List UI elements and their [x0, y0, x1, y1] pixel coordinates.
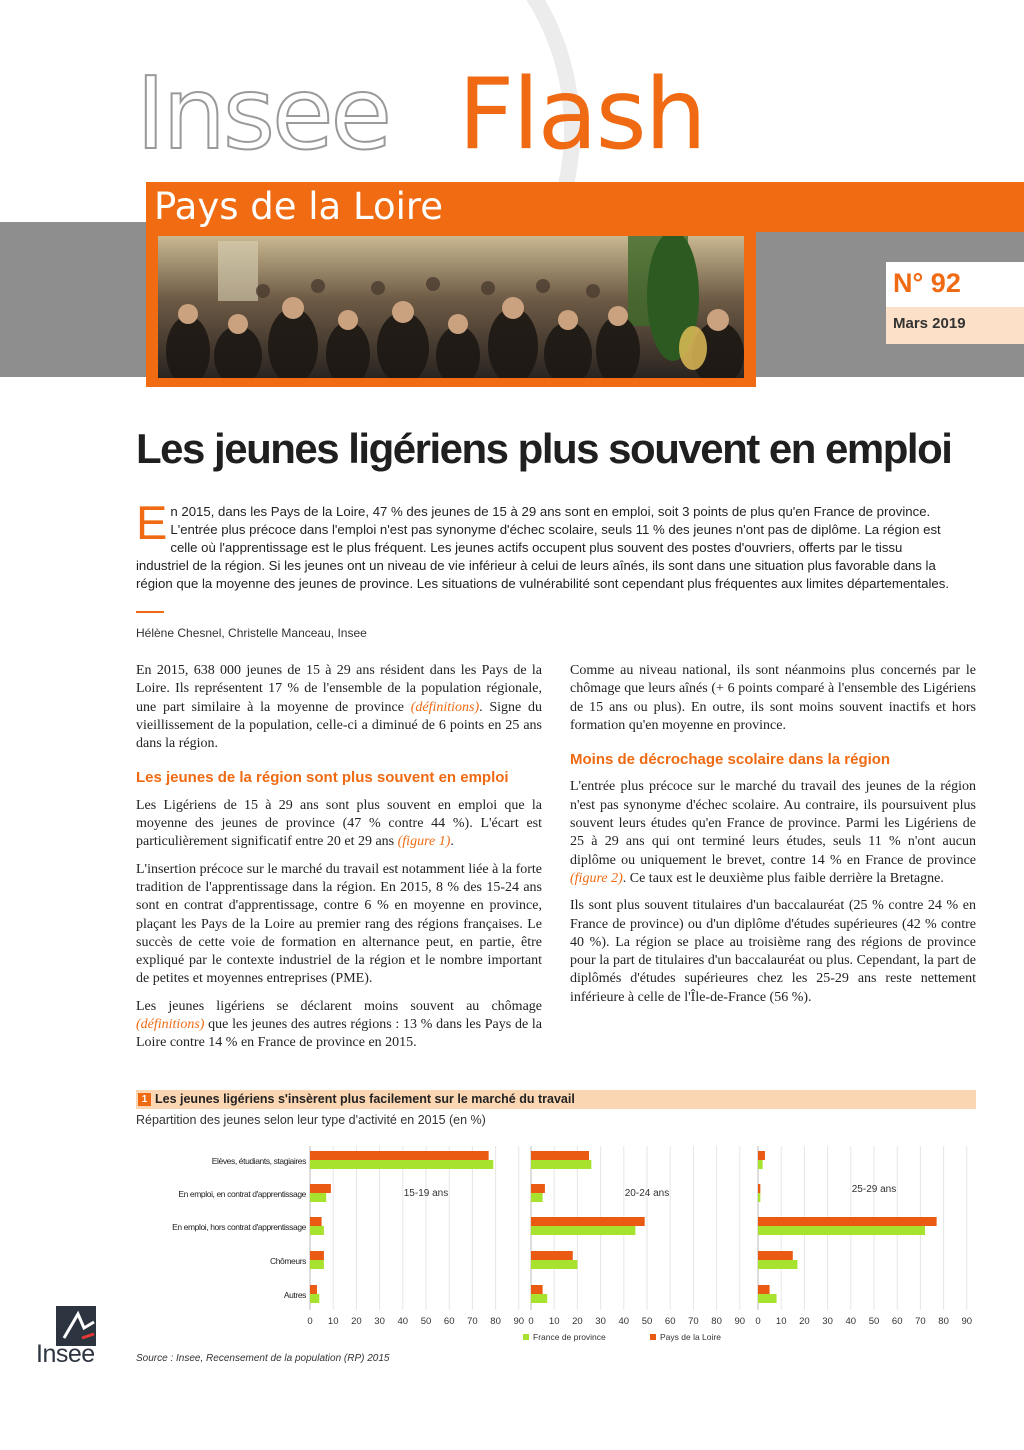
paragraph [136, 797, 542, 852]
right-column [570, 662, 976, 1016]
bar-france-province [310, 1260, 324, 1269]
category-label: En emploi, en contrat d'apprentissage [178, 1189, 306, 1199]
bar-france-province [310, 1193, 326, 1202]
bar-france-province [531, 1160, 591, 1169]
bar-france-province [758, 1260, 797, 1269]
bar-pays-de-la-loire [758, 1184, 760, 1193]
tick-label: 50 [641, 1316, 653, 1327]
bar-pays-de-la-loire [310, 1184, 331, 1193]
definitions-link[interactable]: (définitions) [410, 699, 480, 715]
tick-label: 80 [711, 1316, 722, 1327]
bar-pays-de-la-loire [531, 1251, 573, 1260]
left-column [136, 662, 542, 1062]
tick-label: 0 [755, 1316, 761, 1327]
legend-label: Pays de la Loire [660, 1332, 721, 1342]
panel-label: 25-29 ans [851, 1184, 897, 1195]
category-label: Chômeurs [269, 1256, 306, 1266]
figure-title: Les jeunes ligériens s'insèrent plus facilement sur le marché du travail [155, 1092, 575, 1106]
tick-label: 50 [868, 1316, 880, 1327]
category-label: En emploi, hors contrat d'apprentissage [172, 1222, 306, 1232]
insee-logo-text: Insee [36, 1340, 95, 1368]
article-title: Les jeunes ligériens plus souvent en emploi [136, 425, 952, 472]
lead-underline [136, 611, 164, 613]
panel-label: 15-19 ans [403, 1188, 449, 1199]
activity-bar-chart [0, 1140, 1024, 1350]
tick-label: 60 [664, 1316, 676, 1327]
tick-label: 0 [307, 1316, 313, 1327]
paragraph-text: que les jeunes des autres régions : 13 % dans les Pays de la Loire contre 14 % en France de province en 2015. [136, 1017, 542, 1051]
bar-pays-de-la-loire [758, 1285, 770, 1294]
tick-label: 70 [688, 1316, 699, 1327]
figure-subtitle: Répartition des jeunes selon leur type d'activité en 2015 (en %) [136, 1113, 486, 1127]
definitions-link[interactable]: (définitions) [136, 1017, 205, 1033]
insee-wordmark: Insee [136, 55, 390, 172]
tick-label: 60 [443, 1316, 455, 1327]
tick-label: 20 [572, 1316, 583, 1327]
bar-france-province [758, 1193, 760, 1202]
figure-source: Source : Insee, Recensement de la population (RP) 2015 [136, 1353, 390, 1364]
bar-pays-de-la-loire [310, 1251, 324, 1260]
paragraph-text: . [450, 834, 454, 850]
bar-pays-de-la-loire [531, 1217, 645, 1226]
legend-swatch [650, 1334, 656, 1340]
tick-label: 40 [618, 1316, 630, 1327]
bar-france-province [758, 1226, 925, 1235]
paragraph [570, 778, 976, 888]
section-heading: Moins de décrochage scolaire dans la région [570, 751, 891, 769]
tick-label: 10 [548, 1316, 560, 1327]
tick-label: 70 [915, 1316, 926, 1327]
crowd-image [158, 236, 744, 378]
section-heading: Les jeunes de la région sont plus souvent en emploi [136, 769, 509, 787]
bar-pays-de-la-loire [758, 1151, 765, 1160]
issue-date: Mars 2019 [893, 315, 966, 332]
figure-link[interactable]: (figure 1) [397, 834, 451, 850]
paragraph: Ils sont plus souvent titulaires d'un baccalauréat (25 % contre 24 % en France de province) ou d'un diplôme d'études supérieures (42 % contre 40 %). La région se place au troisième rang des régions de province pour la part de titulaires d'un baccalauréat ou plus. Cependant, la part de diplômés d'études supérieures chez les 25-29 ans reste nettement inférieure à celle de l'Île-de-France (56 %). [570, 898, 976, 1005]
paragraph-text: Les jeunes ligériens se déclarent moins souvent au chômage [136, 998, 542, 1014]
tick-label: 20 [799, 1316, 810, 1327]
bar-france-province [531, 1226, 635, 1235]
lead-dropcap: E [136, 496, 168, 549]
tick-label: 30 [822, 1316, 833, 1327]
bar-france-province [531, 1260, 577, 1269]
bar-pays-de-la-loire [758, 1217, 937, 1226]
bar-france-province [310, 1226, 324, 1235]
paragraph [136, 998, 542, 1053]
category-label: Elèves, étudiants, stagiaires [211, 1156, 306, 1166]
tick-label: 30 [595, 1316, 606, 1327]
figure-link[interactable]: (figure 2) [570, 870, 623, 886]
bar-pays-de-la-loire [531, 1151, 589, 1160]
tick-label: 10 [327, 1316, 339, 1327]
tick-label: 70 [467, 1316, 478, 1327]
tick-label: 90 [961, 1316, 973, 1327]
legend-label: France de province [533, 1332, 606, 1342]
panel-label: 20-24 ans [624, 1188, 670, 1199]
paragraph [136, 662, 542, 753]
bar-france-province [310, 1294, 319, 1303]
authors: Hélène Chesnel, Christelle Manceau, Insee [136, 626, 367, 640]
tick-label: 90 [734, 1316, 746, 1327]
tick-label: 40 [397, 1316, 409, 1327]
tick-label: 80 [938, 1316, 949, 1327]
paragraph-text: . Ce taux est le deuxième plus faible derrière la Bretagne. [622, 870, 944, 886]
tick-label: 30 [374, 1316, 385, 1327]
bar-pays-de-la-loire [310, 1217, 322, 1226]
category-label: Autres [283, 1290, 306, 1300]
paragraph-text: . Signe du vieillissement de la population, celle-ci a diminué de 6 points en 25 ans dans la région. [136, 699, 543, 752]
bar-pays-de-la-loire [310, 1151, 489, 1160]
bar-france-province [531, 1193, 543, 1202]
tick-label: 0 [528, 1316, 534, 1327]
tick-label: 80 [490, 1316, 501, 1327]
tick-label: 50 [420, 1316, 432, 1327]
flash-wordmark: Flash [458, 58, 705, 172]
tick-label: 20 [351, 1316, 362, 1327]
bar-pays-de-la-loire [531, 1184, 545, 1193]
paragraph: Comme au niveau national, ils sont néanmoins plus concernés par le chômage que leurs aînés (+ 6 points comparé à l'ensemble des Ligériens de 15 ans ou plus). En outre, ils sont moins souvent inactifs et hors formation qu'en moyenne en province. [570, 663, 976, 733]
tick-label: 60 [891, 1316, 903, 1327]
tick-label: 40 [845, 1316, 857, 1327]
paragraph-text: Les Ligériens de 15 à 29 ans sont plus souvent en emploi que la moyenne des jeunes de province (47 % contre 44 %). L'écart est particulièrement significatif entre 20 et 29 ans [136, 797, 542, 850]
tick-label: 10 [775, 1316, 787, 1327]
bar-france-province [310, 1160, 493, 1169]
paragraph-text: L'entrée plus précoce sur le marché du travail des jeunes de la région n'est pas synonyme d'échec scolaire. Au contraire, ils poursuivent plus souvent leurs études qu'en France de province. Parmi les Ligériens de 25 à 29 ans qui ont terminé leurs études, seuls 11 % n'ont aucun diplôme ou uniquement le brevet, contre 14 % en France de province [570, 779, 976, 868]
crowd-photo [158, 236, 744, 378]
bar-france-province [758, 1294, 777, 1303]
legend-swatch [523, 1334, 529, 1340]
lead-text: n 2015, dans les Pays de la Loire, 47 % des jeunes de 15 à 29 ans sont en emploi, soit 3 points de plus qu'en France de province. L'entrée plus précoce dans l'emploi n'est pas synonyme d'échec scolaire, seuls 11 % des jeunes n'ont pas de diplôme. La région est celle où l'apprentissage est le plus fréquent. Les jeunes actifs occupent plus souvent des postes d'ouvriers, offerts par le tissu industriel de la région. Si les jeunes ont un niveau de vie inférieur à celui de leurs aînés, ils sont dans une situation plus favorable dans la région que la moyenne des jeunes de province. Les situations de vulnérabilité sont cependant plus fréquentes aux limites départementales. [136, 504, 950, 591]
paragraph-text: En 2015, 638 000 jeunes de 15 à 29 ans résident dans les Pays de la Loire. Ils représentent 17 % de l'ensemble de la population régionale, une part similaire à la moyenne de province [136, 663, 542, 715]
tick-label: 90 [513, 1316, 525, 1327]
bar-pays-de-la-loire [310, 1285, 317, 1294]
region-name: Pays de la Loire [154, 185, 444, 228]
bar-france-province [758, 1160, 763, 1169]
lead-paragraph [136, 496, 956, 593]
bar-france-province [531, 1294, 547, 1303]
paragraph: L'insertion précoce sur le marché du travail est notamment liée à la forte tradition de l'apprentissage dans la région. En 2015, 8 % des 15-24 ans sont en contrat d'apprentissage, contre 6 % en moyenne en province, plaçant les Pays de la Loire au premier rang des régions françaises. Le succès de cette voie de formation en alternance peut, en partie, être expliqué par le contexte industriel de la région et le nombre important de petites et moyennes entreprises (PME). [136, 861, 542, 987]
bar-pays-de-la-loire [758, 1251, 793, 1260]
issue-number: N° 92 [893, 268, 961, 298]
figure-number: 1 [138, 1093, 151, 1106]
bar-pays-de-la-loire [531, 1285, 543, 1294]
